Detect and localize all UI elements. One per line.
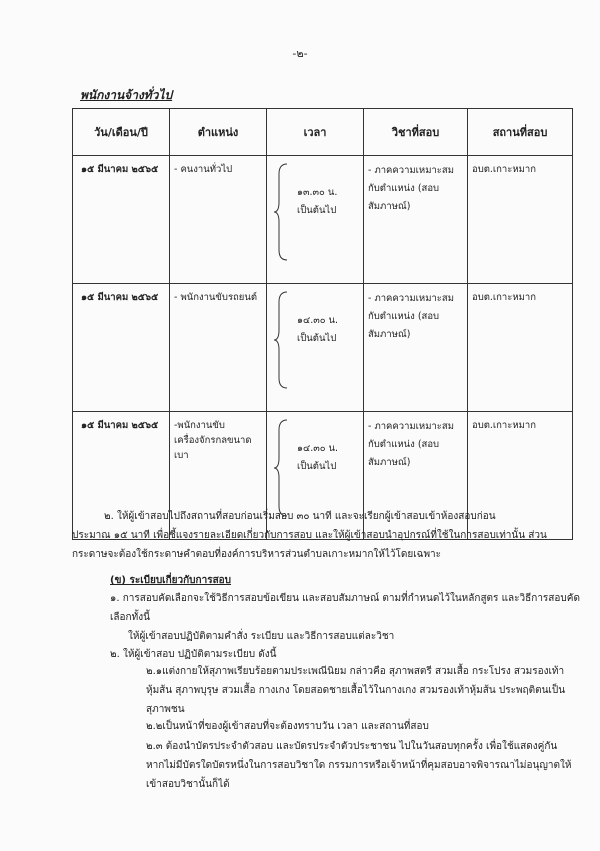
section-title: พนักงานจ้างทั่วไป: [80, 88, 173, 102]
cell-date: ๑๕ มีนาคม ๒๕๖๕: [73, 284, 170, 412]
time-suffix: เป็นต้นไป: [297, 461, 337, 472]
rule-1: ๑. การสอบคัดเลือกจะใช้วิธีการสอบข้อเขียน และสอบสัมภาษณ์ ตามที่กำหนดไว้ในหลักสูตร และวิธีการสอบคัดเลือกทั้งนี้: [110, 593, 580, 623]
cell-time: [267, 156, 364, 284]
brace-icon: [273, 162, 291, 262]
header-time: เวลา: [267, 109, 364, 156]
cell-subject: - ภาคความเหมาะสมกับตำแหน่ง (สอบสัมภาษณ์): [364, 156, 468, 284]
cell-place: อบต.เกาะหมาก: [468, 412, 573, 540]
cell-time: [267, 284, 364, 412]
cell-subject: - ภาคความเหมาะสมกับตำแหน่ง (สอบสัมภาษณ์): [364, 412, 468, 540]
cell-subject: - ภาคความเหมาะสมกับตำแหน่ง (สอบสัมภาษณ์): [364, 284, 468, 412]
time-value: ๑๔.๓๐ น.: [297, 443, 339, 454]
cell-place: อบต.เกาะหมาก: [468, 284, 573, 412]
header-date: วัน/เดือน/ปี: [73, 109, 170, 156]
cell-date: ๑๕ มีนาคม ๒๕๖๕: [73, 412, 170, 540]
paragraph-2-continuation: ประมาณ ๑๕ นาที เพื่อชี้แจงรายละเอียดเกี่ยวกับการสอบ และให้ผู้เข้าสอบนำอุปกรณ์ที่ใช้ในการสอบเท่านั้น ส่วนกระดาษจะต้องใช้กระดาษคำตอบที่องค์การบริหารส่วนตำบลเกาะหมากให้ไว้โดยเฉพาะ: [72, 530, 547, 560]
rule-2-2: ๒.๒เป็นหน้าที่ของผู้เข้าสอบที่จะต้องทราบวัน เวลา และสถานที่สอบ: [146, 721, 429, 732]
cell-position: - พนักงานขับรถยนต์: [170, 284, 267, 412]
table-row: [73, 156, 573, 284]
time-value: ๑๓.๓๐ น.: [297, 187, 338, 198]
paragraph-2-first-line: ๒. ให้ผู้เข้าสอบไปถึงสถานที่สอบก่อนเริ่มสอบ ๓๐ นาที และจะเรียกผู้เข้าสอบเข้าห้องสอบก่อน: [104, 511, 496, 522]
page-number: -๒-: [292, 47, 308, 60]
time-value: ๑๔.๓๐ น.: [297, 315, 339, 326]
time-suffix: เป็นต้นไป: [297, 333, 337, 344]
time-suffix: เป็นต้นไป: [297, 205, 337, 216]
cell-position: -พนักงานขับเครื่องจักรกลขนาดเบา: [170, 412, 267, 540]
cell-date: ๑๕ มีนาคม ๒๕๖๕: [73, 156, 170, 284]
cell-position: - คนงานทั่วไป: [170, 156, 267, 284]
brace-icon: [273, 418, 291, 518]
header-position: ตำแหน่ง: [170, 109, 267, 156]
header-subject: วิชาที่สอบ: [364, 109, 468, 156]
rule-2: ๒. ให้ผู้เข้าสอบ ปฏิบัติตามระเบียบ ดังนี้: [110, 649, 277, 660]
header-place: สถานที่สอบ: [468, 109, 573, 156]
table-header-row: [73, 109, 573, 156]
rule-2-3: ๒.๓ ต้องนำบัตรประจำตัวสอบ และบัตรประจำตัวประชาชน ไปในวันสอบทุกครั้ง เพื่อใช้แสดงคู่กัน หากไม่มีบัตรใดบัตรหนึ่งในการสอบวิชาใด กรรมการหรือเจ้าหน้าที่คุมสอบอาจพิจารณาไม่อนุญาตให้เข้าสอบวิชานั้นก็ได้: [146, 741, 572, 790]
table-row: [73, 284, 573, 412]
cell-place: อบต.เกาะหมาก: [468, 156, 573, 284]
subsection-title: (ข) ระเบียบเกี่ยวกับการสอบ: [110, 575, 232, 586]
brace-icon: [273, 290, 291, 390]
rule-2-1: ๒.๑แต่งกายให้สุภาพเรียบร้อยตามประเพณีนิยม กล่าวคือ สุภาพสตรี สวมเสื้อ กระโปรง สวมรองเท้าหุ้มส้น สุภาพบุรุษ สวมเสื้อ กางเกง โดยสอดชายเสื้อไว้ในกางเกง สวมรองเท้าหุ้มส้น ประพฤติตนเป็นสุภาพชน: [146, 666, 566, 715]
rule-1-note: ให้ผู้เข้าสอบปฏิบัติตามคำสั่ง ระเบียบ และวิธีการสอบแต่ละวิชา: [128, 631, 395, 642]
exam-schedule-table: [72, 108, 573, 540]
